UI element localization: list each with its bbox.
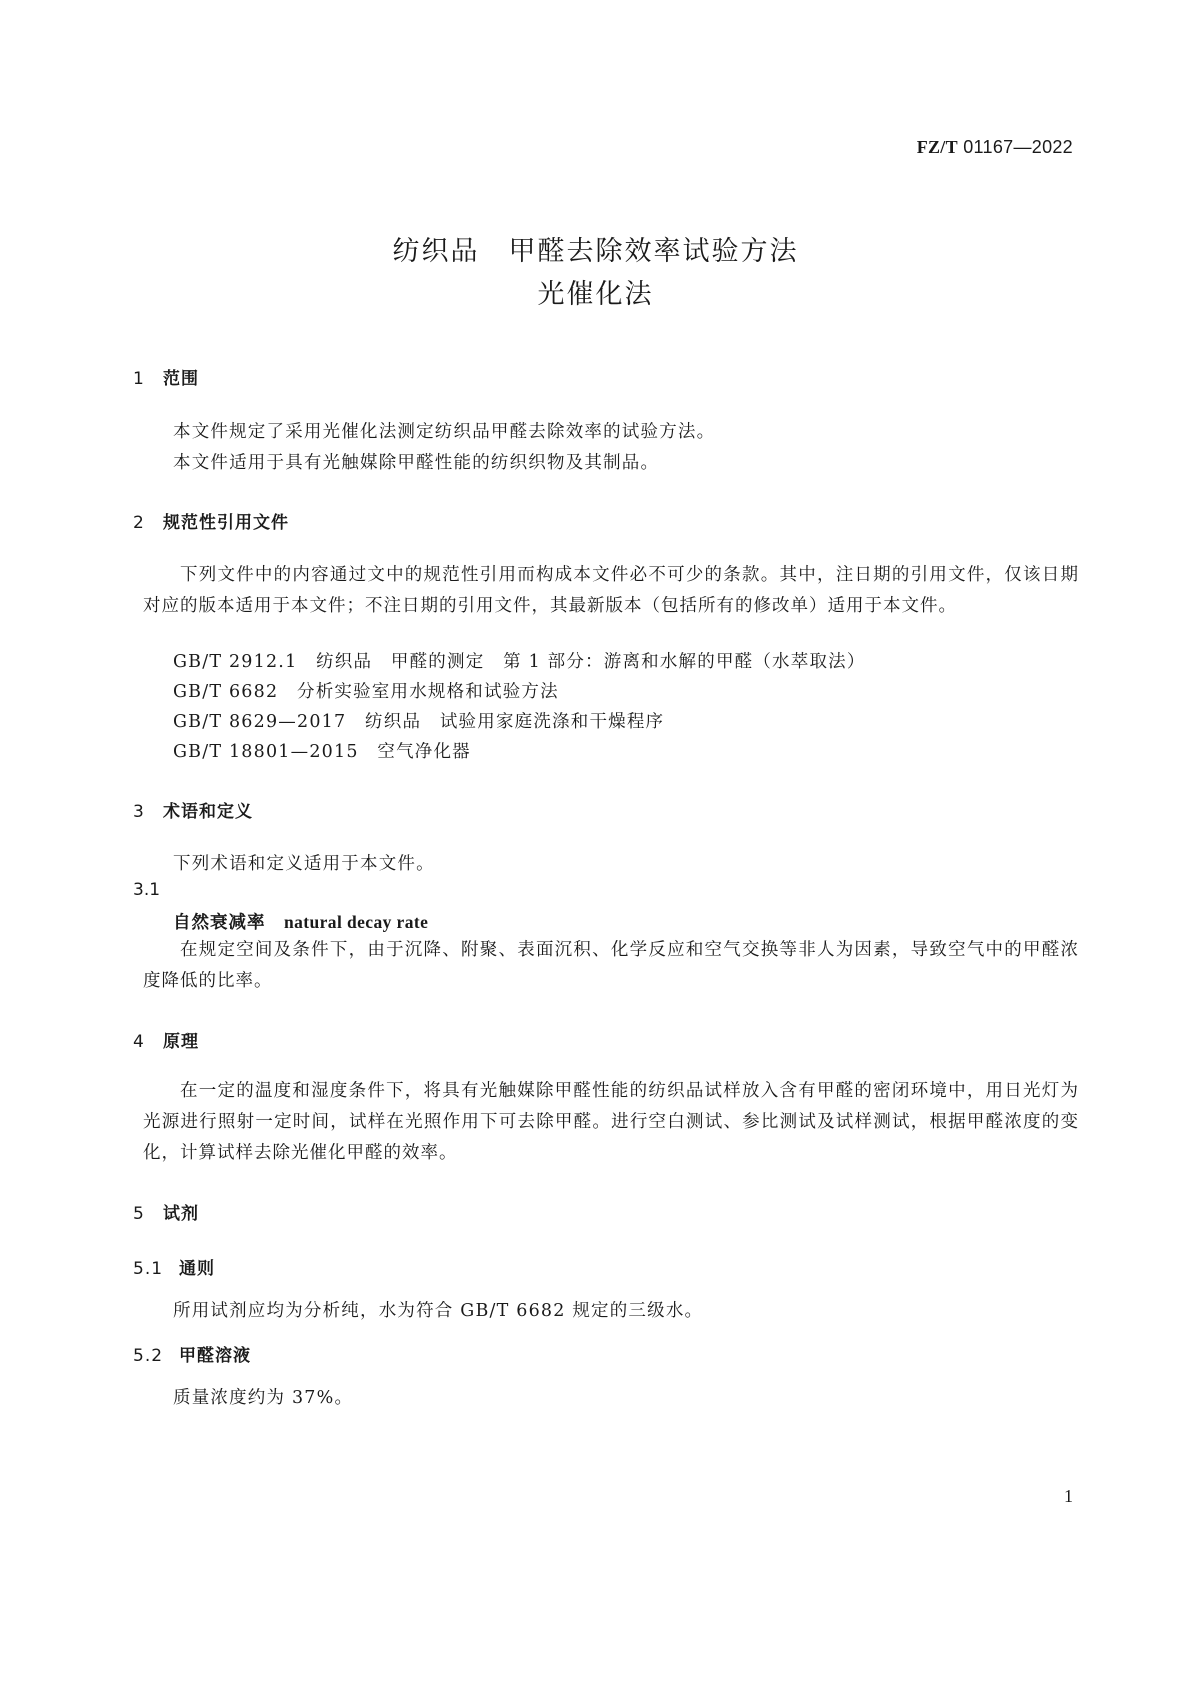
paragraph: 在一定的温度和湿度条件下，将具有光触媒除甲醛性能的纺织品试样放入含有甲醛的密闭环境中，用日光灯为光源进行照射一定时间，试样在光照作用下可去除甲醛。进行空白测试、参比测试及试样测试，根据甲醛浓度的变化，计算试样去除光催化甲醛的效率。: [143, 1081, 1079, 1163]
section-3-heading: [133, 797, 253, 822]
subsection-number: 5.1: [133, 1259, 164, 1279]
section-title: 试剂: [163, 1204, 199, 1224]
subsection-number: 5.2: [133, 1346, 164, 1366]
paragraph: 所用试剂应均为分析纯，水为符合 GB/T 6682 规定的三级水。: [173, 1301, 704, 1321]
section-number: 4: [133, 1032, 145, 1052]
reference-item: GB/T 8629—2017 纺织品 试验用家庭洗涤和干燥程序: [173, 712, 665, 732]
section-number: 1: [133, 369, 145, 389]
subsection-5-1-heading: [133, 1254, 215, 1279]
page-number: 1: [1064, 1486, 1073, 1506]
section-title: 规范性引用文件: [163, 513, 289, 533]
paragraph: 本文件适用于具有光触媒除甲醛性能的纺织织物及其制品。: [173, 453, 660, 473]
reference-item: GB/T 6682 分析实验室用水规格和试验方法: [173, 682, 559, 702]
section-number: 5: [133, 1204, 145, 1224]
paragraph: 本文件规定了采用光催化法测定纺织品甲醛去除效率的试验方法。: [173, 422, 716, 442]
term-title: [173, 909, 428, 934]
section-number: 2: [133, 513, 145, 533]
definition: 在规定空间及条件下，由于沉降、附聚、表面沉积、化学反应和空气交换等非人为因素，导致空气中的甲醛浓度降低的比率。: [143, 940, 1079, 991]
document-title: 纺织品 甲醛去除效率试验方法: [392, 236, 799, 267]
standard-code: [917, 137, 1073, 158]
term-number: 3.1: [133, 880, 161, 900]
subsection-5-2-heading: [133, 1341, 251, 1366]
section-4-heading: [133, 1027, 199, 1052]
section-number: 3: [133, 802, 145, 822]
standard-prefix: FZ/T: [916, 137, 958, 157]
section-5-heading: [133, 1199, 199, 1224]
paragraph: 质量浓度约为 37%。: [173, 1388, 354, 1408]
document-subtitle: 光催化法: [537, 279, 654, 310]
section-title: 术语和定义: [163, 802, 253, 822]
subsection-title: 甲醛溶液: [179, 1346, 251, 1366]
section-title: 原理: [163, 1032, 199, 1052]
term-english: natural decay rate: [284, 912, 429, 932]
section-1-heading: [133, 364, 199, 389]
standard-number: 01167—2022: [963, 137, 1073, 157]
section-title: 范围: [163, 369, 199, 389]
reference-item: GB/T 2912.1 纺织品 甲醛的测定 第 1 部分：游离和水解的甲醛（水萃取法）: [173, 652, 866, 672]
subsection-title: 通则: [179, 1259, 215, 1279]
reference-item: GB/T 18801—2015 空气净化器: [173, 742, 471, 762]
term-chinese: 自然衰减率: [173, 913, 266, 933]
paragraph: 下列术语和定义适用于本文件。: [173, 854, 435, 874]
section-2-heading: [133, 508, 289, 533]
paragraph: 下列文件中的内容通过文中的规范性引用而构成本文件必不可少的条款。其中，注日期的引用文件，仅该日期对应的版本适用于本文件；不注日期的引用文件，其最新版本（包括所有的修改单）适用于本文件。: [143, 565, 1079, 616]
